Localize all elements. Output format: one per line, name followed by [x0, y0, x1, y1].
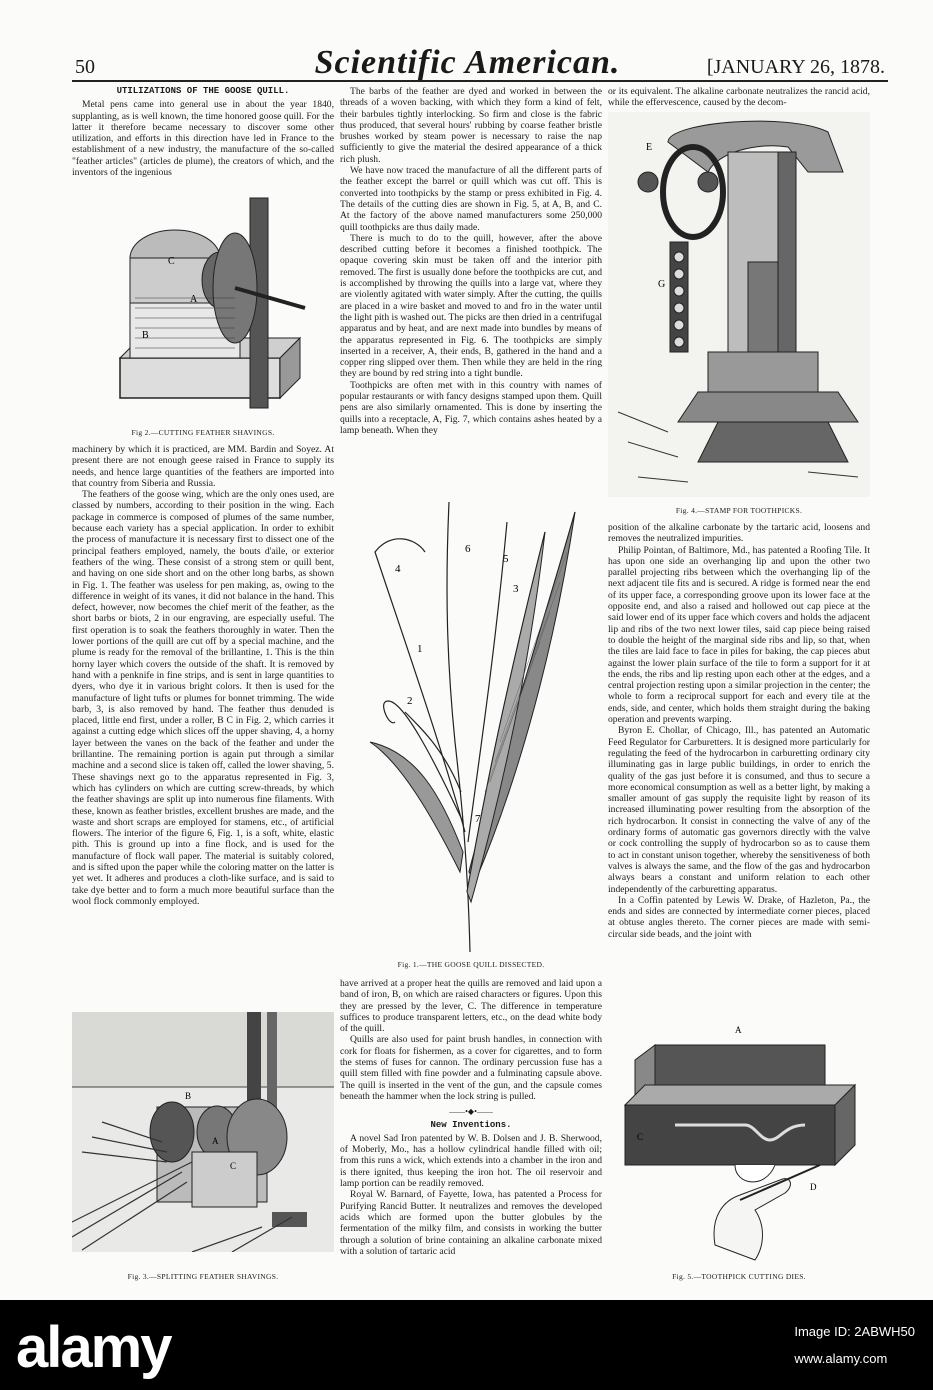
page-header: [40, 44, 895, 84]
stock-photo-banner: [0, 1300, 933, 1390]
issue-date: [JANUARY 26, 1878.: [706, 56, 885, 78]
figure-4-caption: Fig. 4.—STAMP FOR TOOTHPICKS.: [675, 506, 803, 515]
column-3-top: [608, 86, 870, 109]
ornament-divider: ——•◆•——: [449, 1107, 493, 1117]
figure-4-stamp-press: [608, 112, 870, 497]
fig1-label: 6: [465, 543, 471, 555]
figure-3-caption: Fig. 3.—SPLITTING FEATHER SHAVINGS.: [127, 1272, 279, 1281]
article-paragraph: machinery by which it is practiced, are MM. Bardin and Soyez. At present there are not enough geese raised in France to supply its needs, and hence large quantities of the feathers are imported into that country from Siberia and Russia.: [72, 444, 334, 489]
article-paragraph: Byron E. Chollar, of Chicago, Ill., has patented an Automatic Feed Regulator for Carburetters. It is designed more particularly for regulating the feed of the hydrocarbon in carburetting ordinary city illuminating gas in large public buildings, in order to enrich the quality of the gas just before it is consumed, and thus to secure a more economical consumption as well as a better light, by making a smaller amount of gas supply the requisite light by reason of its increased illuminating power resulting from the absorption of the rich hydrocarbon. It consist in connecting the valve of any of the ordinary forms of automatic gas governors directly with the valve or cock controlling the supply of hydrocarbon so as to cause them to act in constant unison together, whereby the sensitiveness of both valves is always the same, and the flow of the gas and hydrocarbon always bears a constant and uniform relation to each other independently of the carburetting apparatus.: [608, 725, 870, 895]
figure-5-caption: Fig. 5.—TOOTHPICK CUTTING DIES.: [672, 1272, 806, 1281]
site-url: www.alamy.com: [794, 1351, 888, 1366]
article-paragraph: have arrived at a proper heat the quills are removed and laid upon a band of iron, B, on which are raised characters or figures. Upon this they are pressed by the lever, C. The difference in temperature suffices to produce transparent letters, etc., on the dead white body of the quill.: [340, 978, 602, 1035]
column-3-body: [608, 522, 870, 940]
article-paragraph: A novel Sad Iron patented by W. B. Dolsen and J. B. Sherwood, of Moberly, Mo., has a hollow cylindrical handle filled with oil; from this runs a wick, which extends into a chamber in the iron and is there ignited, thus keeping the iron hot. The oil reservoir and lamp portion can be readily removed.: [340, 1132, 602, 1190]
article-paragraph: The feathers of the goose wing, which are the only ones used, are classed by numbers, according to their position in the wing. Each package in commerce is composed of plumes of the same number, because each variety has a special application. In order to exhibit the process of manufacture it is necessary first to dissect one of the principal feathers employed, namely, the bouts d'aile, or exterior feathers of the wing. These consist of a strong stem or quill bent, and having on one side short and on the other long barbs, as shown in Fig. 1. The feather was useless for pen making, as, owing to the difference in weight of its vanes, it did not balance in the hand. This defect, however, now becomes the chief merit of the feather, as the short barbs or biots, 2 in our engraving, are especially useful. The first operation is to soak the feathers thoroughly in water. Then the lower portions of the quill are cut off by a special machine, and the plume is ready for the removal of the brillantine, 1. This is the thin horny layer which covers the outside of the shaft. It is removed by hand with a penknife in fine strips, and is sent in large quantities to dyers, who dye it in various bright colors. It then is used for the manufacture of light tufts or plumes for bonnet trimming. The wide barb, 3, is also removed by hand. The feather thus denuded is placed, little end first, under a roller, B C in Fig. 2, which carries it against a cutting edge which slices off the upper shaving, 4, a horny layer between the vanes on the back of the feather and under the brillantine. The remaining portion is again put through a similar machine and a second slice is taken off, called the lower shaving, 5. These shavings next go to the apparatus represented in Fig. 3, which has cylinders on which are cutting screw-threads, by which the feather shavings are split up into numerous fine filaments. With these, known as feather bristles, excellent brushes are made, and the waste and short scraps are employed for stamens, etc., of artificial flowers. The interior of the figure 6, Fig. 1, is a soft, white, elastic pith. This is ground up into a fine flock, and is used for the manufacture of flock wall paper. The material is suitably colored, and is sifted upon the paper while the coloring matter on the latter is yet wet. It adheres and produces a cloth-like surface, and is said to take dye better and to form a much more beautiful surface than the wool flock commonly employed.: [72, 489, 334, 907]
fig1-label: 3: [513, 583, 519, 595]
fig4-letter: G: [658, 279, 666, 290]
article-paragraph: Metal pens came into general use in about the year 1840, supplanting, as is well known, the time honored goose quill. For the latter it therefore became necessary to discover some other utilization, and efforts in this direction have led in France to the establishment of a new industry, the manufacture of the so-called "feather articles" (articles de plume), the creators of which, and the inventors of the ingenious: [72, 99, 334, 179]
fig5-letter: C: [637, 1132, 644, 1142]
fig1-label: 7: [475, 813, 481, 825]
fig2-letter: C: [168, 256, 175, 267]
fig1-label: 5: [503, 553, 509, 565]
article-paragraph: or its equivalent. The alkaline carbonate neutralizes the rancid acid, while the effervescence, caused by the decom-: [608, 86, 870, 109]
banner-info: [794, 1318, 915, 1372]
fig5-letter: D: [810, 1182, 817, 1192]
fig2-letter: B: [142, 330, 149, 341]
image-id-label: Image ID: 2ABWH50: [794, 1324, 915, 1339]
fig4-letter: E: [646, 142, 653, 153]
article-paragraph: There is much to do to the quill, however, after the above described cutting before it becomes a finished toothpick. The opaque covering skin must be taken off and the interior pith removed. The first is usually done before the toothpicks are cut, and is accomplished by throwing the quills into a large vat, where they are violently agitated with water simply. After the cutting, the quills are placed in a wire basket and moved to and fro in the water until the light pith is washed out. The picks are then dried in a centrifugal apparatus and by heat, and are next made into bundles by means of the apparatus represented in Fig. 6. The toothpicks are simply inserted in a receiver, A, their ends, B, gathered in the hand and a copper ring slipped over them. Then while they are held in the ring they are bound by red string into a tight bundle.: [340, 232, 602, 380]
alamy-logo: alamy: [16, 1315, 171, 1380]
masthead: Scientific American.: [314, 44, 621, 81]
column-1-top: [72, 86, 334, 178]
figure-2-caption: Fig 2.—CUTTING FEATHER SHAVINGS.: [131, 428, 275, 437]
article-paragraph: Quills are also used for paint brush handles, in connection with cork for floats for fishermen, as a cover for cigarettes, and to form the stems of fuses for cannon. The ordinary percussion fuse has a quill stem filled with fine powder and a fulminating capsule above. The quill is inserted in the vent of the gun, and the capsule comes beneath the hammer when the lock string is pulled.: [340, 1034, 602, 1102]
fig2-letter: A: [190, 294, 198, 305]
inventions-heading: New Inventions.: [430, 1119, 512, 1130]
article-heading: UTILIZATIONS OF THE GOOSE QUILL.: [116, 86, 290, 96]
column-1-body: [72, 444, 334, 907]
figure-3-splitting-machine: [72, 1012, 334, 1252]
figure-1-goose-quill: [345, 492, 595, 962]
figure-5-toothpick-dies: [615, 1015, 865, 1265]
fig1-label: 1: [417, 643, 423, 655]
article-paragraph: Philip Pointan, of Baltimore, Md., has patented a Roofing Tile. It has upon one side an overhanging lip and upon the other two parallel projecting ribs between which the overhanging lip of the next adjacent tile fits and is secured. A ridge is formed near the end of its upper face, a corresponding groove upon its lower face at the opposite end, and also a raised and hollowed out cap piece at the said lower end of its upper face which covers and holds the adjacent lip and ribs of the two next lower tiles, said cap piece being raised to double the height of the marginal side ribs and lip, so that, when the tiles are laid face to face in piles for baking, the cap pieces abut against the lower plain surface of the tile to form a support for it at the ends, the ribs and lip resting upon each other at the edges, and a central projection resting upon a similar projection in the center; the whole to form a reciprocal support for each and every tile at the ends, side, and center, which holds them straight during the baking operation and prevents warping.: [608, 544, 870, 726]
article-paragraph: Royal W. Barnard, of Fayette, Iowa, has patented a Process for Purifying Rancid Butter. It neutralizes and removes the developed acids which are formed upon the butter globules by the fermentation of the milky film, and consists in working the butter through a solution of brine containing an alkaline carbonate mixed with a solution of tartaric acid: [340, 1189, 602, 1257]
header-rule: [72, 80, 888, 82]
fig3-letter: A: [212, 1136, 219, 1146]
figure-1-caption: Fig. 1.—THE GOOSE QUILL DISSECTED.: [397, 960, 545, 969]
fig3-letter: B: [185, 1091, 192, 1101]
figure-2-cutting-machine: [100, 188, 310, 418]
column-2-top: [340, 86, 602, 436]
column-2-body: [340, 978, 602, 1257]
fig3-letter: C: [230, 1161, 237, 1171]
article-paragraph: In a Coffin patented by Lewis W. Drake, of Hazleton, Pa., the ends and sides are connected by intermediate corner pieces, placed at obtuse angles thereto. The corner pieces are made with semi-circular side beads, and the joint with: [608, 894, 870, 940]
article-paragraph: position of the alkaline carbonate by the tartaric acid, loosens and removes the neutralized impurities.: [608, 522, 870, 545]
article-paragraph: We have now traced the manufacture of all the different parts of the feather except the barrel or quill which was cut off. This is converted into toothpicks by the stamp or press exhibited in Fig. 4. The details of the cutting dies are shown in Fig. 5, at A, B, and C. At the factory of the above named manufacturers some 250,000 quill toothpicks are thus daily made.: [340, 165, 602, 233]
fig1-label: 4: [395, 563, 401, 575]
fig5-letter: A: [735, 1025, 742, 1035]
page-number: 50: [75, 56, 95, 78]
article-paragraph: The barbs of the feather are dyed and worked in between the threads of a woven backing, with which they form a kind of felt, their barbules tightly interlocking. So firm and close is the fabric thus produced, that several hours' rubbing by coarse feather bristle brushes worked by steam power is necessary to raise the nap sufficiently to give the material the desired appearance of a thick rich plush.: [340, 86, 602, 165]
article-paragraph: Toothpicks are often met with in this country with names of popular restaurants or with fancy designs stamped upon them. Quill pens are also similarly ornamented. This is done by inserting the quills into a receptacle, A, Fig. 7, which contains ashes heated by a lamp beneath. When they: [340, 379, 602, 436]
fig1-label: 2: [407, 695, 413, 707]
